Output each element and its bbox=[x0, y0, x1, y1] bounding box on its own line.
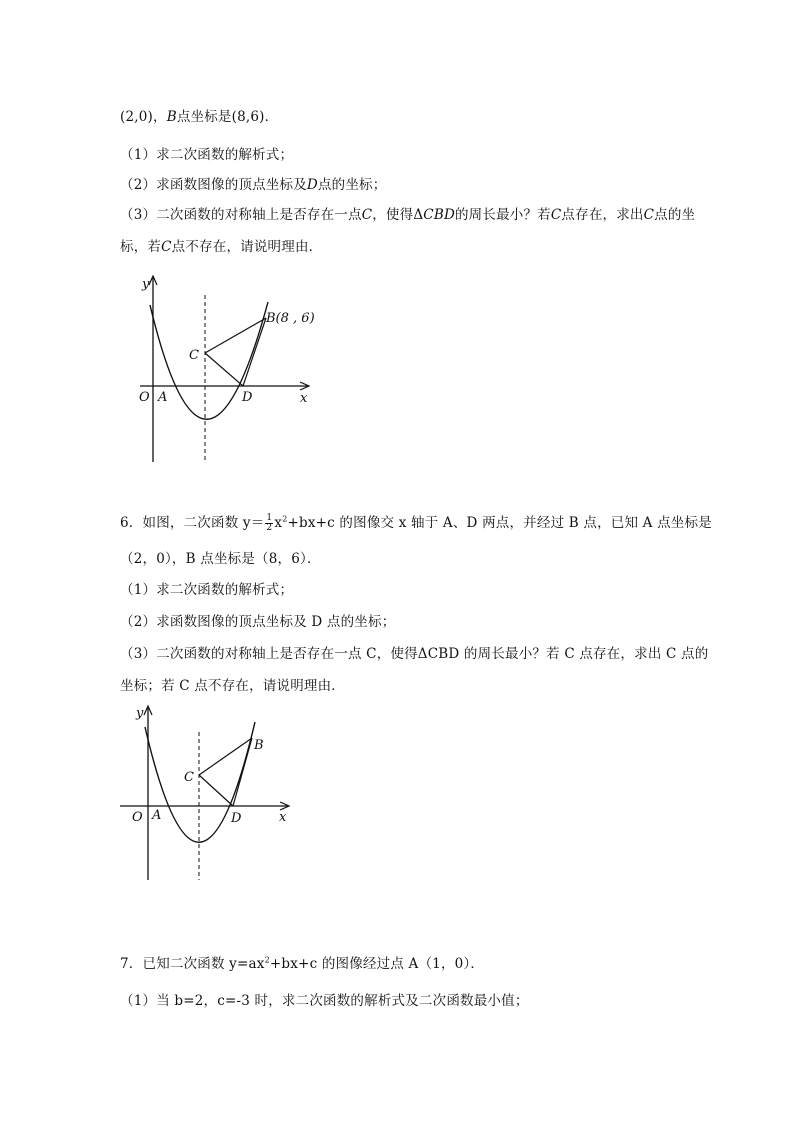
p5-q2-point-d: D bbox=[306, 177, 318, 193]
label-a: A bbox=[158, 390, 168, 405]
segment-cb bbox=[205, 318, 266, 353]
p5-q3-point-c-3: C bbox=[643, 207, 655, 223]
p6-intro bbox=[120, 514, 712, 533]
p5-question-3 bbox=[120, 206, 695, 224]
p7-question-1: （1）当 b=2，c=-3 时，求二次函数的解析式及二次函数最小值； bbox=[120, 993, 529, 1009]
p7-intro-exponent: 2 bbox=[264, 955, 270, 965]
segment-cb bbox=[199, 738, 252, 775]
p6-intro-exponent: 2 bbox=[282, 514, 288, 524]
label-x: x bbox=[300, 391, 308, 406]
label-c: C bbox=[184, 770, 194, 785]
p5-given-line bbox=[120, 108, 278, 126]
p5-q2-text: （2）求函数图像的顶点坐标及 bbox=[120, 177, 307, 193]
label-d: D bbox=[242, 390, 253, 405]
label-x: x bbox=[279, 810, 287, 825]
fraction-one-half bbox=[265, 514, 273, 533]
p5-q3-text-g: 点存在，求出 bbox=[561, 207, 644, 223]
p6-question-3: （3）二次函数的对称轴上是否存在一点 C，使得ΔCBD 的周长最小？若 C 点存在，求出 C 点的 bbox=[120, 646, 709, 662]
p7-intro-b: +bx+c 的图像经过点 A（1，0）． bbox=[269, 956, 485, 972]
fraction-denominator: 2 bbox=[266, 523, 273, 533]
p6-question-2: （2）求函数图像的顶点坐标及 D 点的坐标； bbox=[120, 614, 396, 630]
label-a: A bbox=[152, 808, 162, 823]
label-o: O bbox=[139, 390, 150, 405]
p5-q3-line2-tail: 点不存在，请说明理由． bbox=[171, 239, 323, 255]
point-b-coords: (8,6) bbox=[231, 109, 265, 125]
p6-intro-x: x bbox=[274, 515, 283, 531]
p5-q3-text-a: （3）二次函数的对称轴上是否存在一点 bbox=[120, 207, 362, 223]
p7-intro bbox=[120, 955, 484, 973]
segment-cd bbox=[199, 775, 233, 806]
label-b: B bbox=[254, 738, 264, 753]
point-b-symbol: B bbox=[166, 109, 177, 125]
p5-q3-point-c: C bbox=[361, 207, 373, 223]
p7-intro-a: 7．已知二次函数 y=ax bbox=[120, 956, 265, 972]
p5-q3-text-c: ，使得Δ bbox=[372, 207, 424, 223]
p5-question-2 bbox=[120, 176, 386, 194]
p5-q3-text-i: 点的坐 bbox=[654, 207, 696, 223]
p6-figure bbox=[112, 700, 302, 885]
fraction-numerator: 1 bbox=[266, 513, 273, 523]
label-b: B(8 , 6) bbox=[266, 311, 315, 326]
p6-question-1: （1）求二次函数的解析式； bbox=[120, 582, 294, 598]
point-b-label: 点坐标是 bbox=[176, 109, 232, 125]
p6-question-3-cont: 坐标；若 C 点不存在，请说明理由． bbox=[120, 678, 346, 694]
label-y: y bbox=[136, 706, 144, 721]
p6-given-line: （2，0），B 点坐标是（8，6）． bbox=[120, 551, 321, 567]
p5-q2-tail: 点的坐标； bbox=[317, 177, 387, 193]
p5-q3-line2-a: 标，若 bbox=[120, 239, 162, 255]
p5-figure bbox=[130, 270, 330, 470]
p6-intro-a: 6．如图，二次函数 y＝ bbox=[120, 515, 265, 531]
label-d: D bbox=[231, 811, 242, 826]
period: ． bbox=[264, 109, 279, 125]
segment-bd bbox=[233, 738, 252, 806]
p6-intro-c: +bx+c 的图像交 x 轴于 A、D 两点，并经过 B 点，已知 A 点坐标是 bbox=[287, 515, 712, 531]
p5-q3-triangle: CBD bbox=[423, 207, 455, 223]
segment-bd bbox=[243, 318, 266, 386]
point-a-coords: (2,0)， bbox=[120, 109, 167, 125]
p5-q3-text-e: 的周长最小？若 bbox=[454, 207, 551, 223]
p5-q3-point-c-2: C bbox=[550, 207, 562, 223]
p5-question-3-cont bbox=[120, 238, 322, 256]
label-y: y bbox=[142, 277, 150, 292]
p5-question-1: （1）求二次函数的解析式； bbox=[120, 147, 294, 163]
segment-cd bbox=[205, 353, 243, 386]
label-c: C bbox=[189, 348, 199, 363]
p5-q3-line2-point-c: C bbox=[161, 239, 172, 255]
label-o: O bbox=[132, 810, 143, 825]
